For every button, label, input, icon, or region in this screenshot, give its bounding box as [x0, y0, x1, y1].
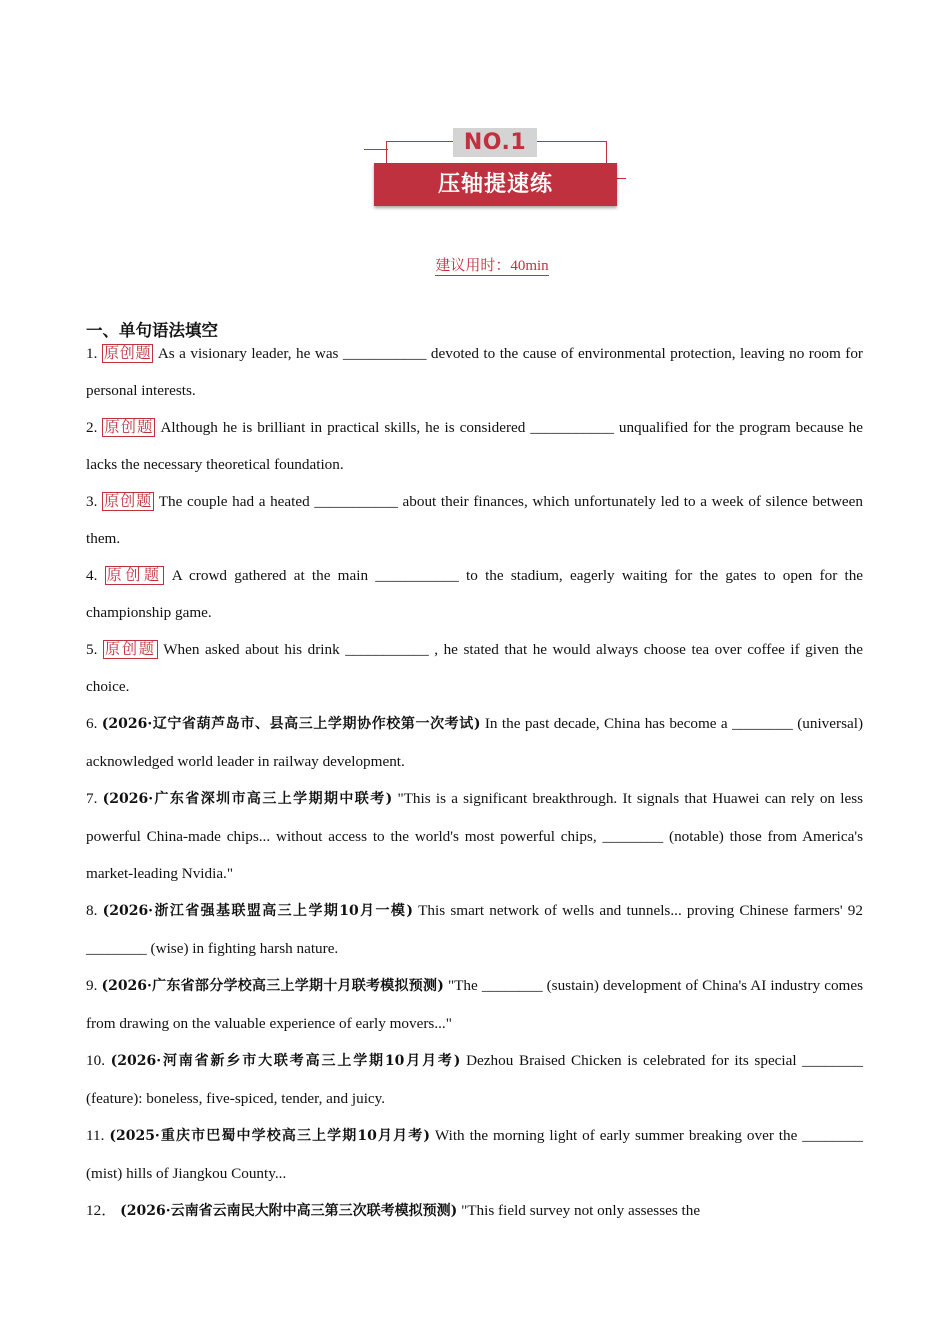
- question-number: 7.: [86, 790, 98, 807]
- question-number: 6.: [86, 715, 98, 732]
- section-badge: [364, 126, 626, 212]
- question-text-after: (wise) in fighting harsh nature.: [146, 940, 339, 957]
- badge-line: [386, 141, 387, 163]
- answer-blank: ________: [732, 715, 793, 732]
- question-item: [86, 1192, 863, 1230]
- answer-blank: ________: [86, 940, 147, 957]
- question-number: 9.: [86, 977, 98, 994]
- question-text-before: "This is a significant breakthrough. It signals that Huawei can rely on less powerful China-made chips... without access to the world's most powerful chips,: [86, 790, 864, 845]
- suggested-time-text: 建议用时：40min: [435, 258, 549, 274]
- question-text-after: , he stated that he would always choose tea over coffee if given the choice.: [86, 641, 863, 695]
- question-source: (2026·广东省部分学校高三上学期十月联考模拟预测): [101, 978, 444, 994]
- question-text-before: A crowd gathered at the main: [171, 567, 376, 584]
- question-item: [86, 892, 863, 967]
- question-source: (2026·广东省深圳市高三上学期期中联考): [102, 791, 393, 807]
- question-text-before: As a visionary leader, he was: [157, 345, 343, 362]
- answer-blank: ________: [802, 1127, 863, 1144]
- answer-blank: ________: [602, 828, 664, 845]
- question-item: [86, 705, 863, 780]
- question-number: 11.: [86, 1127, 105, 1144]
- question-number: 1.: [86, 345, 98, 362]
- question-source: (2026·云南省云南民大附中高三第三次联考模拟预测): [120, 1203, 458, 1219]
- question-source: (2025·重庆市巴蜀中学校高三上学期10月月考): [109, 1128, 430, 1144]
- question-number: 12．: [86, 1202, 117, 1219]
- question-text-after: (sustain) development of China's AI industry comes from drawing on the valuable experience of early movers...": [86, 977, 864, 1032]
- question-number: 8.: [86, 902, 98, 919]
- question-text-after: (mist) hills of Jiangkou County...: [86, 1165, 287, 1182]
- question-item: [86, 409, 863, 483]
- question-item: [86, 1117, 863, 1192]
- original-question-tag: 原创题: [104, 641, 156, 658]
- question-item: [86, 780, 863, 892]
- badge-title: 压轴提速练: [374, 163, 617, 206]
- question-text-after: about their finances, which unfortunately led to a week of silence between them.: [86, 493, 864, 547]
- answer-blank: ___________: [530, 419, 614, 436]
- question-item: [86, 335, 863, 409]
- badge-number: NO.1: [453, 128, 537, 157]
- question-item: [86, 967, 863, 1042]
- question-number: 10.: [86, 1052, 105, 1069]
- question-text-before: Although he is brilliant in practical skills, he is considered: [160, 419, 531, 436]
- suggested-time: [0, 254, 950, 275]
- question-text-after: (feature): boneless, five-spiced, tender, and juicy.: [86, 1090, 386, 1107]
- badge-line: [606, 141, 607, 163]
- question-text-after: (notable) those from America's market-leading Nvidia.": [86, 828, 863, 882]
- original-question-tag: 原创题: [106, 567, 163, 584]
- section-title: 一、单句语法填空: [86, 321, 218, 340]
- question-text-before: "This field survey not only assesses the: [457, 1202, 701, 1219]
- original-question-tag: 原创题: [104, 493, 153, 510]
- answer-blank: ________: [802, 1052, 864, 1069]
- question-text-before: Dezhou Braised Chicken is celebrated for its special: [460, 1052, 803, 1069]
- question-text-after: to the stadium, eagerly waiting for the gates to open for the championship game.: [86, 567, 864, 621]
- question-source: (2026·辽宁省葫芦岛市、县高三上学期协作校第一次考试): [101, 716, 481, 732]
- question-item: [86, 557, 863, 631]
- question-text-after: (universal) acknowledged world leader in railway development.: [86, 715, 864, 770]
- question-number: 2.: [86, 419, 98, 436]
- original-question-tag: 原创题: [104, 419, 154, 436]
- question-text-before: With the morning light of early summer breaking over the: [429, 1127, 803, 1144]
- original-question-tag: 原创题: [103, 345, 152, 362]
- question-text-before: The couple had a heated: [158, 493, 315, 510]
- question-list: [86, 335, 863, 1230]
- question-number: 4.: [86, 567, 98, 584]
- question-item: [86, 1042, 863, 1117]
- badge-line: [364, 149, 388, 150]
- question-number: 5.: [86, 641, 98, 658]
- answer-blank: ___________: [375, 567, 459, 584]
- answer-blank: ___________: [342, 345, 427, 362]
- question-text-before: This smart network of wells and tunnels... proving Chinese farmers' 92: [412, 902, 863, 919]
- question-item: [86, 483, 863, 557]
- question-source: (2026·河南省新乡市大联考高三上学期10月月考): [110, 1053, 461, 1069]
- question-text-after: devoted to the cause of environmental protection, leaving no room for personal interests.: [86, 345, 863, 399]
- question-text-before: When asked about his drink: [163, 641, 346, 658]
- question-text-before: In the past decade, China has become a: [480, 715, 733, 732]
- question-item: [86, 631, 863, 705]
- answer-blank: ___________: [345, 641, 429, 658]
- answer-blank: ________: [481, 977, 543, 994]
- question-number: 3.: [86, 493, 98, 510]
- question-source: (2026·浙江省强基联盟高三上学期10月一模): [102, 903, 413, 919]
- question-text-after: unqualified for the program because he lacks the necessary theoretical foundation.: [86, 419, 864, 473]
- question-text-before: "The: [443, 977, 482, 994]
- answer-blank: ___________: [314, 493, 398, 510]
